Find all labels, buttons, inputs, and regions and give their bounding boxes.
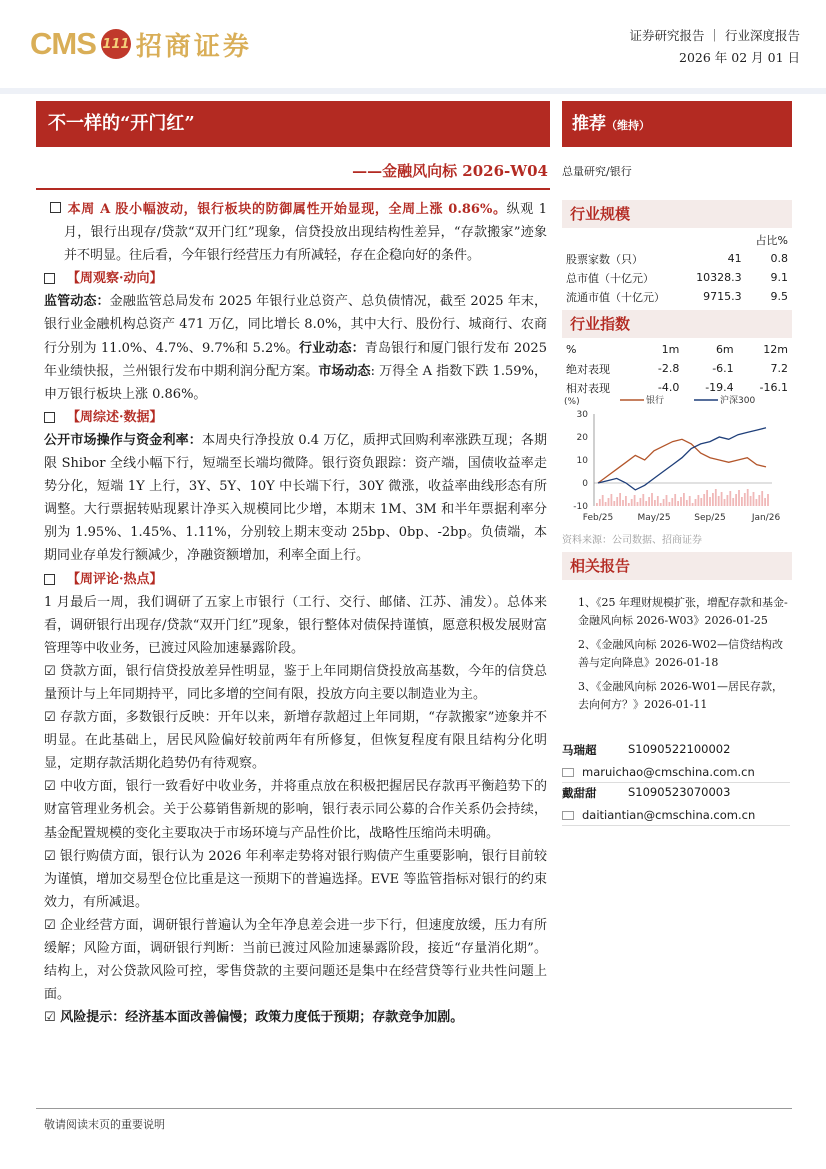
volume-bar [608,498,610,506]
volume-bar [700,498,702,506]
volume-bar [677,501,679,506]
volume-bar [671,498,673,506]
volume-bar [640,498,642,506]
mail-icon [562,768,574,777]
table-row: 股票家数（只） 41 0.8 [566,252,788,266]
y-axis-label: (%) [564,397,580,407]
index-table [562,340,792,397]
checkbox-icon: ☑ [44,848,56,864]
related-heading: 相关报告 [562,552,792,580]
volume-bar [689,496,691,506]
bullet-square-icon [50,202,61,213]
volume-bar [753,492,755,506]
volume-bar [706,490,708,506]
volume-bar [651,493,653,506]
volume-bar [750,496,752,506]
industry-index-section [562,310,792,397]
related-report-item[interactable]: 1、《25 年理财规模扩张，增配存款和基金-金融风向标 2026-W03》2026-01-25 [578,596,788,627]
related-list [562,580,792,714]
analyst-row: 马瑞超 S1090522100002 [562,742,731,757]
checkbox-icon: ☑ [44,917,56,933]
volume-bar [669,502,671,506]
analyst-email-row: daitiantian@cmschina.com.cn [562,805,792,825]
divider [562,825,790,826]
related-report-item[interactable]: 3、《金融风向标 2026-W01—居民存款，去向何方？》2026-01-11 [578,680,784,711]
x-tick-label: Feb/25 [582,513,614,523]
volume-bar [613,501,615,506]
report-type: 证券研究报告 ｜ 行业深度报告 [629,28,800,43]
volume-bar [631,499,633,506]
legend-label-hs300: 沪深300 [720,396,756,406]
check-item-deposits: ☑ 存款方面，多数银行反映：开年以来，新增存款超过上年同期，“存款搬家”迹象并不明显。在此基础上，居民风险偏好较前两年有所修复，但恢复程度有限且结构分化明显，定期存款活期化趋势仍有待观察。 [44,710,547,772]
rating-banner [562,101,792,147]
volume-bar [698,495,700,506]
volume-bar [666,495,668,506]
volume-bar [744,493,746,506]
company-logo [30,24,252,64]
volume-bar [721,492,723,506]
y-tick-label: 30 [576,410,588,420]
section-heading-data: 【周综述·数据】 [44,406,547,429]
page-title: 不一样的“开门红” [36,101,550,147]
bullet-square-icon [44,412,55,423]
y-tick-label: -10 [573,502,588,512]
section-heading-observe: 【周观察·动向】 [44,267,547,290]
table-row: 流通市值（十亿元） 9715.3 9.5 [566,290,788,304]
y-tick-label: 20 [576,433,588,443]
comment-intro: 1 月最后一周，我们调研了五家上市银行（工行、交行、邮储、江苏、浦发）。总体来看，调研银行出现存/贷款“双开门红”现象，银行整体对债保持谨慎，愿意积极发展财富管理等中收业务，已渡过风险加速暴露阶段。 [44,594,547,656]
volume-bar [674,494,676,506]
title-divider [36,188,550,190]
table-header-row: % 1m 6m 12m [566,343,788,356]
volume-bar [729,491,731,506]
volume-bar [703,494,705,506]
y-tick-label: 10 [576,456,588,466]
volume-bar [654,500,656,506]
rating-category: 总量研究/银行 [562,165,632,178]
main-content [44,198,547,1029]
volume-bar [645,501,647,506]
related-reports-section [562,552,792,714]
logo-text-cn: 招商证券 [135,31,252,62]
related-report-item[interactable]: 2、《金融风向标 2026-W02—信贷结构改善与定向降息》2026-01-18 [578,638,784,669]
analyst-row: 戴甜甜 S1090523070003 [562,785,731,800]
scale-table: 占比% 股票家数（只） 41 0.8 总市值（十亿元） 10328.3 9.1 流通市值（十亿元） 9715.3 9.5 [562,230,792,306]
x-tick-label: Jan/26 [751,513,781,523]
volume-bar [709,497,711,506]
volume-bar [741,497,743,506]
performance-chart [562,392,792,528]
header-divider [0,88,826,94]
table-row: 相对表现 -4.0 -19.4 -16.1 [566,381,788,395]
volume-bar [642,494,644,506]
volume-bar [695,499,697,506]
bullet-square-icon [44,273,55,284]
logo-mark-icon: 111 [101,29,131,59]
rating-note: （维持） [606,119,650,132]
volume-bar [616,497,618,506]
volume-bar [718,496,720,506]
chart-source: 资料来源：公司数据、招商证券 [562,535,702,546]
x-tick-label: May/25 [637,513,671,523]
scale-heading: 行业规模 [562,200,792,228]
volume-bar [764,498,766,506]
report-date: 2026 年 02 月 01 日 [679,50,800,65]
rating-label: 推荐 [572,114,606,134]
analyst-email-row: maruichao@cmschina.com.cn [562,762,792,782]
volume-bar [611,494,613,506]
mail-icon [562,811,574,820]
volume-bar [637,502,639,506]
footer-divider [36,1108,792,1109]
volume-bar [680,497,682,506]
volume-bar [735,494,737,506]
volume-bar [692,503,694,506]
checkbox-icon: ☑ [44,1010,56,1026]
checkbox-icon: ☑ [44,663,56,679]
table-row: 绝对表现 -2.8 -6.1 7.2 [566,362,788,376]
volume-bar [724,499,726,506]
volume-bar [663,499,665,506]
summary-highlight: 本周 A 股小幅波动，银行板块的防御属性开始显现，全周上涨 0.86%。 [67,202,507,217]
volume-bar [657,496,659,506]
volume-bar [761,491,763,506]
volume-bar [738,490,740,506]
volume-bar [758,495,760,506]
checkbox-icon: ☑ [44,710,56,726]
x-tick-label: Sep/25 [694,513,726,523]
volume-bar [599,499,601,506]
legend-label-bank: 银行 [646,396,665,406]
header-info [630,25,800,69]
table-row: 总市值（十亿元） 10328.3 9.1 [566,271,788,285]
summary-text: 纵观 1 月，银行出现存/贷款“双开门红”现象，信贷投放出现结构性差异，“存款搬家”迹象并不明显。往后看，今年银行经营压力有所减轻，存在企稳向好的条件。 [64,202,547,264]
volume-bar [622,500,624,506]
volume-bar [602,495,604,506]
volume-bar [625,496,627,506]
section-heading-comment: 【周评论·热点】 [44,568,547,591]
divider [562,782,790,783]
volume-bar [605,502,607,506]
check-item-bonds: ☑ 银行购债方面，银行认为 2026 年利率走势将对银行购债产生重要影响，银行目前较为谨慎，增加交易型仓位比重是这一预期下的普遍选择。EVE 等监管指标对银行的约束效力，有所减退。 [44,848,547,910]
volume-bar [747,489,749,506]
volume-bar [727,495,729,506]
industry-scale-section [562,200,792,306]
page-subtitle: ——金融风向标 2026-W04 [352,162,548,180]
volume-bar [756,499,758,506]
volume-bar [712,493,714,506]
series-line-bank [598,439,766,483]
volume-bar [660,503,662,506]
volume-bar [767,494,769,506]
check-item-operations: ☑ 企业经营方面，调研银行普遍认为全年净息差会进一步下行，但速度放缓，压力有所缓解；风险方面，调研银行判断：当前已渡过风险加速暴露阶段，接近“存量消化期”。结构上，对公贷款风险可控，零售贷款的主要问题还是集中在经营贷等行业共性问题上面。 [44,917,547,1003]
volume-bar [596,503,598,506]
logo-text-en: CMS [30,26,96,61]
check-item-fees: ☑ 中收方面，银行一致看好中收业务，并将重点放在积极把握居民存款再平衡趋势下的财富管理业务机会。关于公募销售新规的影响，银行表示同公募的合作关系仍会持续，基金配置规模的变化主要取决于市场环境与产品性价比，战略性压缩尚未明确。 [44,779,547,841]
analyst-section [562,742,792,826]
data-paragraph: 公开市场操作与资金利率：本周央行净投放 0.4 万亿，质押式回购利率涨跌互现；各期限 Shibor 全线小幅下行，短端至长端均微降。银行资负跟踪：资产端，国债收益率走势分化，短端 1Y 上行，3Y、5Y、10Y 中长端下行，30Y 微涨，收益率曲线形态有所调整。大行票据转贴现累计净买入规模同比少增，本期末 1M、3M 和半年票据利率分别为 1.95%、1.45%、1.11%，分别较上期末变动 25bp、0bp、-2bp。负债端，本期同业存单发行额减少，净融资额增加，利率全面上行。 [44,432,547,564]
check-item-loans: ☑ 贷款方面，银行信贷投放差异性明显，鉴于上年同期信贷投放高基数，今年的信贷总量预计与上年同期持平，同比多增的空间有限，投放方向主要以制造业为主。 [44,663,547,702]
footer-note: 敬请阅读末页的重要说明 [44,1118,165,1131]
volume-bar [619,493,621,506]
volume-bar [628,503,630,506]
risk-warning: ☑ 风险提示：经济基本面改善偏慢；政策力度低于预期；存款竞争加剧。 [44,1010,464,1026]
volume-bar [715,489,717,506]
checkbox-icon: ☑ [44,779,56,795]
volume-bar [686,500,688,506]
index-heading: 行业指数 [562,310,792,338]
y-tick-label: 0 [582,479,588,489]
volume-bar [732,498,734,506]
bullet-square-icon [44,574,55,585]
summary-paragraph [44,198,547,267]
observe-paragraph: 监管动态：金融监管总局发布 2025 年银行业总资产、总负债情况，截至 2025 年末，银行业金融机构总资产 471 万亿，同比增长 8.0%，其中大行、股份行、城商行、农商行分别为 11.0%、4.7%、9.7%和 5.2%。行业动态：青岛银行和厦门银行发布 2025 年业绩快报，兰州银行发布中期利润分配方案。市场动态: 万得全 A 指数下跌 1.59%，申万银行板块上涨 0.86%。 [44,294,547,402]
volume-bar [634,495,636,506]
volume-bar [683,493,685,506]
volume-bar [648,497,650,506]
